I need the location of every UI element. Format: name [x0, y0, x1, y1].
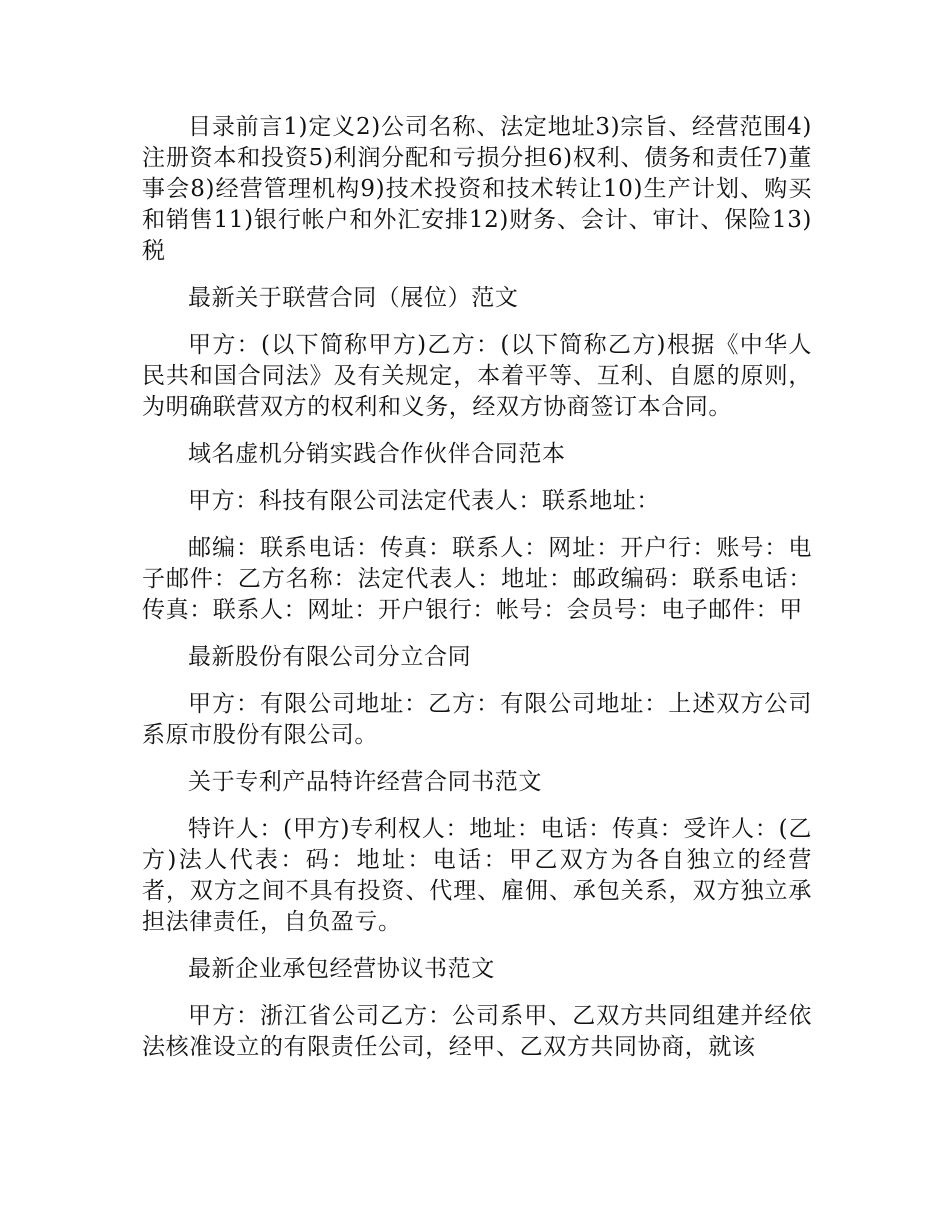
body-paragraph: 邮编：联系电话：传真：联系人：网址：开户行：账号：电子邮件：乙方名称：法定代表人：地址：邮政编码：联系电话：传真：联系人：网址：开户银行：帐号：会员号：电子邮件：甲 [142, 535, 812, 623]
body-paragraph: 甲方：(以下简称甲方)乙方：(以下简称乙方)根据《中华人民共和国合同法》及有关规定，本着平等、互利、自愿的原则，为明确联营双方的权利和义务，经双方协商签订本合同。 [142, 332, 812, 420]
section-heading: 最新股份有限公司分立合同 [188, 644, 472, 670]
table-of-contents-paragraph: 目录前言1)定义2)公司名称、法定地址3)宗旨、经营范围4)注册资本和投资5)利润分配和亏损分担6)权利、债务和责任7)董事会8)经营管理机构9)技术投资和技术转让10)生产计划、购买和销售11)银行帐户和外汇安排12)财务、会计、审计、保险13)税 [142, 114, 812, 264]
document-body [142, 112, 812, 1079]
body-paragraph: 甲方：科技有限公司法定代表人：联系地址： [188, 488, 660, 514]
section-heading: 关于专利产品特许经营合同书范文 [188, 769, 542, 795]
body-paragraph: 甲方：浙江省公司乙方：公司系甲、乙双方共同组建并经依法核准设立的有限责任公司，经甲、乙双方共同协商，就该 [142, 1003, 812, 1060]
section-heading: 域名虚机分销实践合作伙伴合同范本 [188, 441, 566, 467]
section-heading: 最新关于联营合同（展位）范文 [188, 285, 519, 311]
body-paragraph: 甲方：有限公司地址：乙方：有限公司地址：上述双方公司系原市股份有限公司。 [142, 691, 812, 748]
section-heading: 最新企业承包经营协议书范文 [188, 956, 495, 982]
body-paragraph: 特许人：(甲方)专利权人：地址：电话：传真：受许人：(乙方)法人代表：码：地址：电话：甲乙双方为各自独立的经营者，双方之间不具有投资、代理、雇佣、承包关系，双方独立承担法律责任，自负盈亏。 [142, 816, 812, 935]
